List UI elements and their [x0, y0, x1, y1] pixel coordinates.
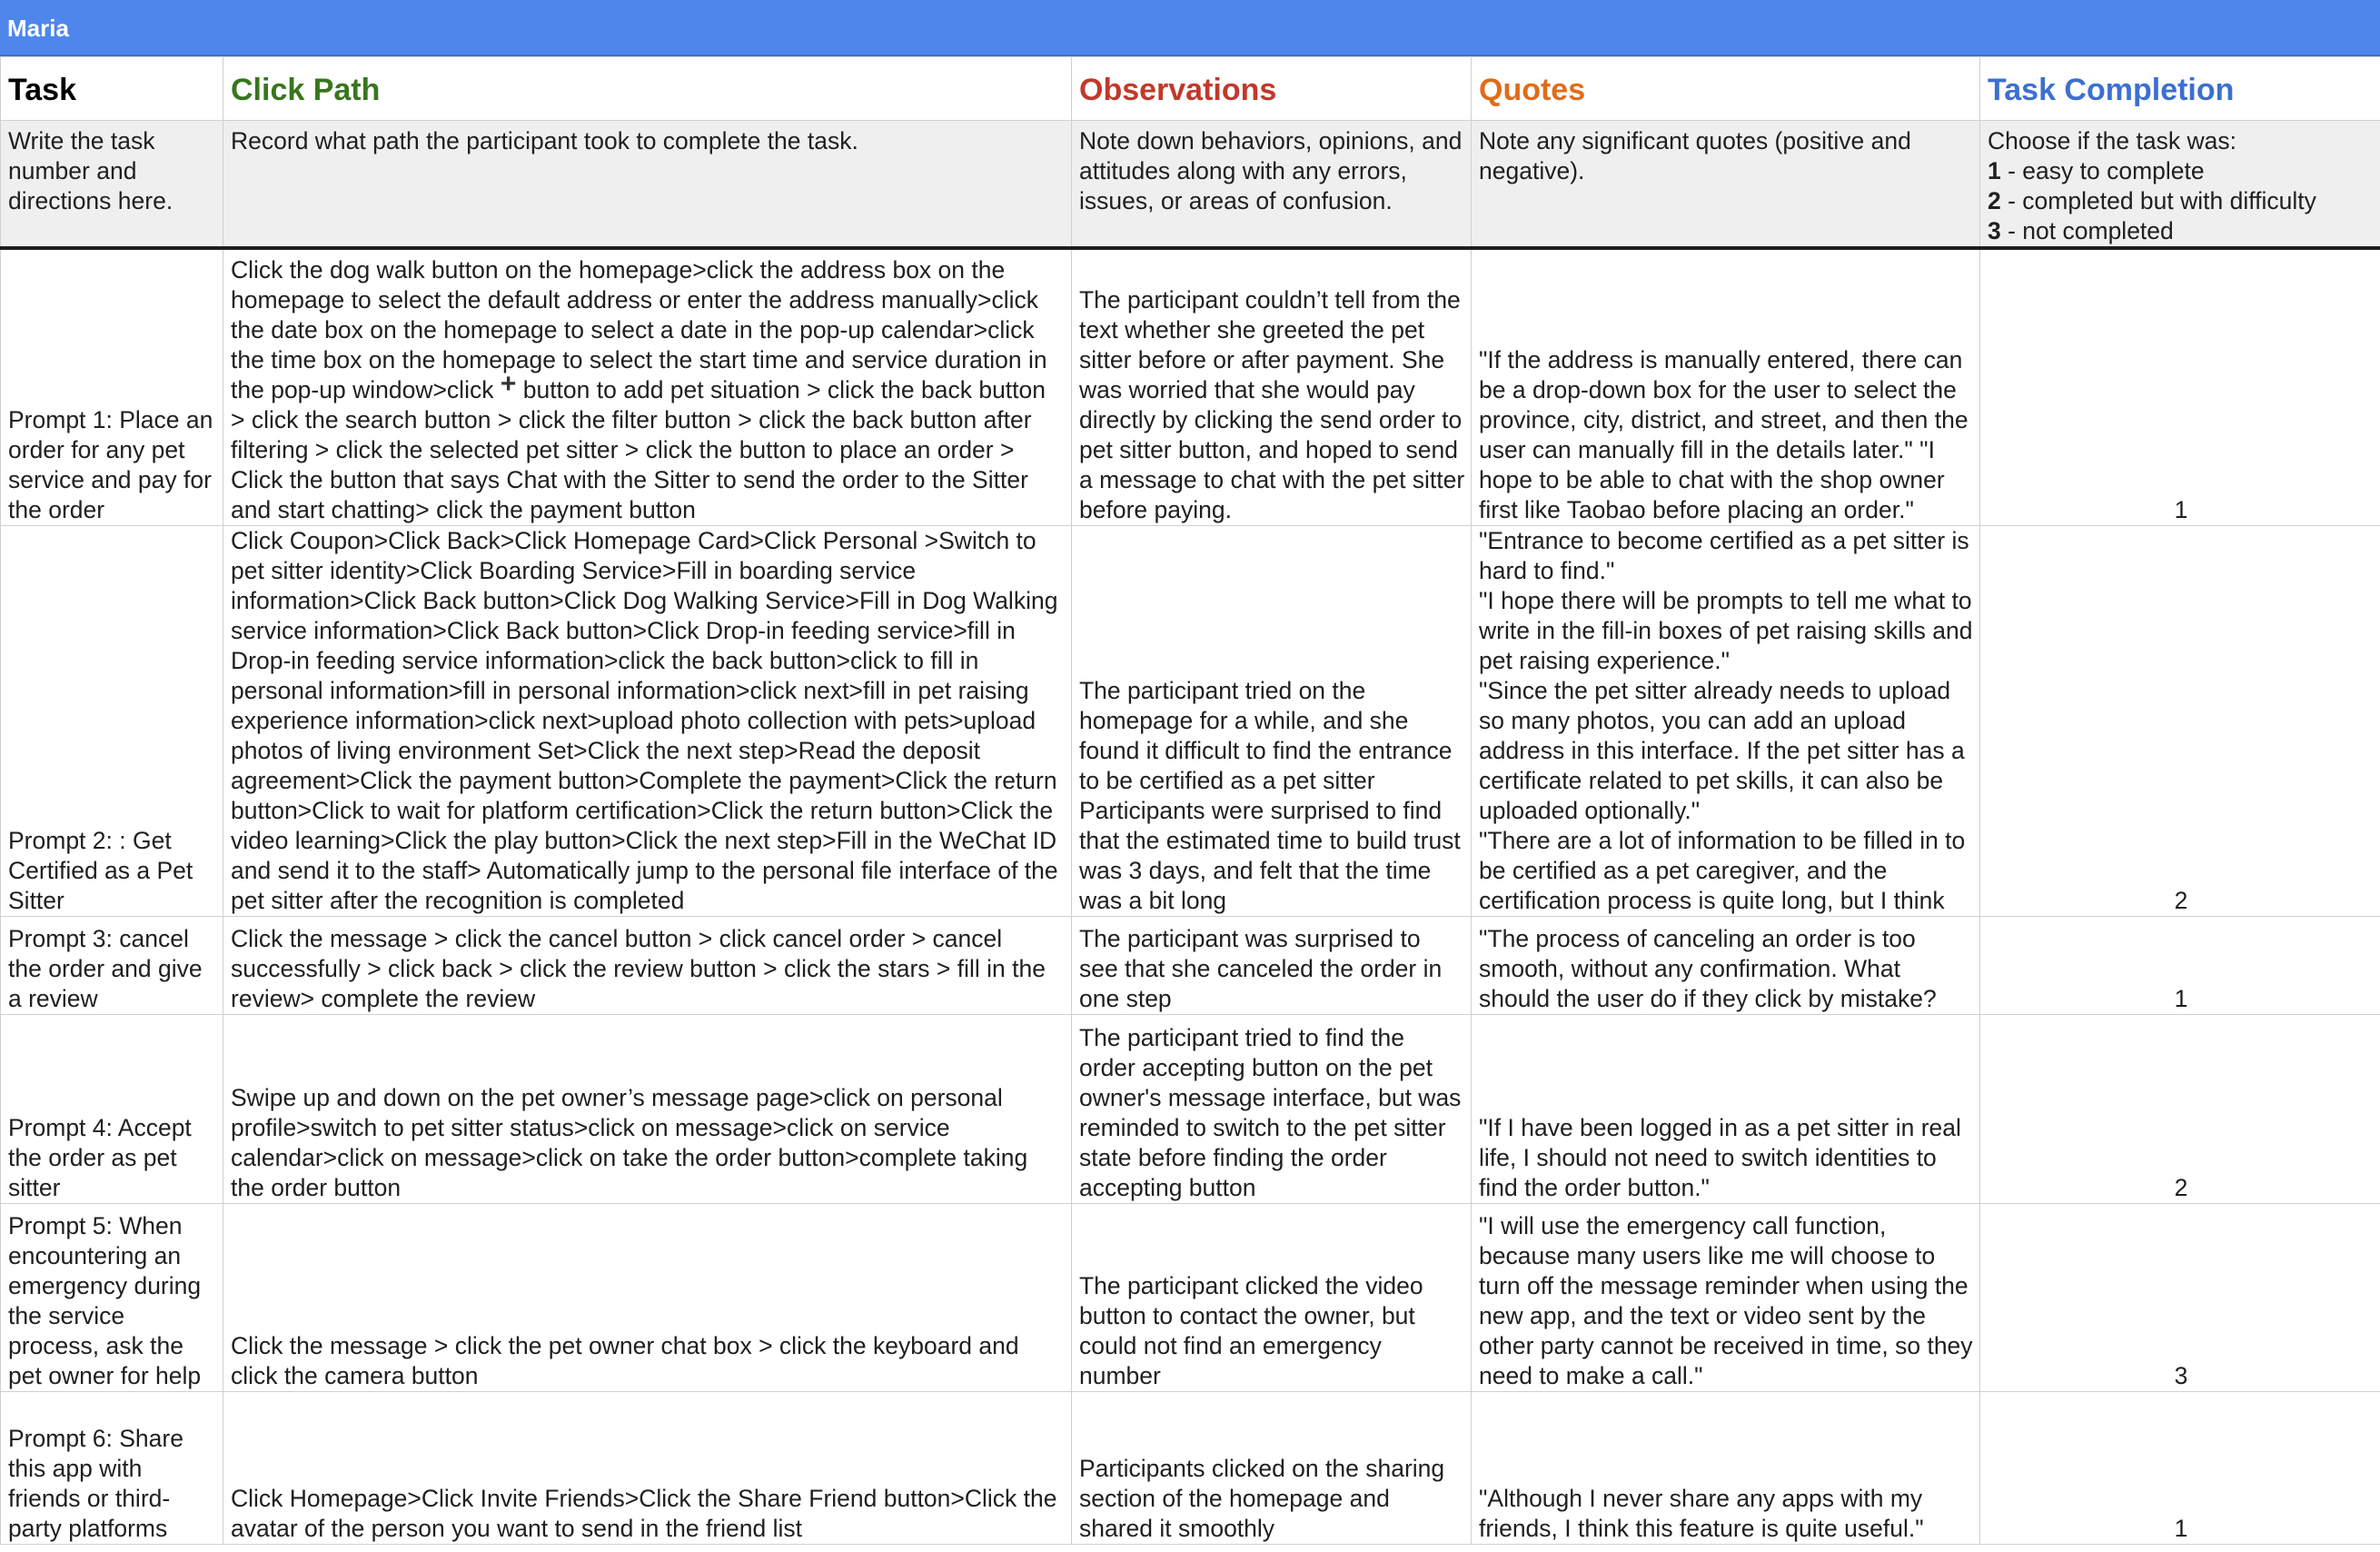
- click-path-cell[interactable]: Click Homepage>Click Invite Friends>Click the Share Friend button>Click the avatar of the person you want to send in the friend list: [223, 1391, 1072, 1544]
- completion-cell[interactable]: 3: [1980, 1203, 2380, 1391]
- task-cell[interactable]: Prompt 6: Share this app with friends or third-party platforms: [1, 1391, 223, 1544]
- observations-cell[interactable]: The participant couldn’t tell from the text whether she greeted the pet sitter before or after payment. She was worried that she would pay directly by clicking the send order to pet sitter button, and hoped to send a message to chat with the pet sitter before paying.: [1072, 248, 1472, 525]
- desc-task-completion[interactable]: [1980, 121, 2380, 249]
- quotes-cell[interactable]: "Although I never share any apps with my friends, I think this feature is quite useful.": [1472, 1391, 1980, 1544]
- completion-cell[interactable]: 2: [1980, 525, 2380, 916]
- completion-cell[interactable]: 1: [1980, 916, 2380, 1014]
- task-cell[interactable]: Prompt 5: When encountering an emergency during the service process, ask the pet owner for help: [1, 1203, 223, 1391]
- header-click-path[interactable]: Click Path: [223, 57, 1072, 121]
- click-path-text-b: button to add pet situation > click the back button > click the search button > click the filter button > click the back button after filtering > click the selected pet sitter > click the button to place an order > Click the button that says Chat with the Sitter to send the order to the Sitter and start chatting> click the payment button: [231, 375, 1046, 523]
- completion-option-1: [1988, 156, 2375, 186]
- desc-click-path[interactable]: Record what path the participant took to complete the task.: [223, 121, 1072, 249]
- observations-cell[interactable]: Participants clicked on the sharing section of the homepage and shared it smoothly: [1072, 1391, 1472, 1544]
- observations-cell[interactable]: The participant tried on the homepage for a while, and she found it difficult to find the entrance to be certified as a pet sitter Participants were surprised to find that the estimated time to build trust was 3 days, and felt that the time was a bit long: [1072, 525, 1472, 916]
- header-row: [1, 57, 2380, 121]
- header-observations[interactable]: Observations: [1072, 57, 1472, 121]
- click-path-cell[interactable]: Click Coupon>Click Back>Click Homepage Card>Click Personal >Switch to pet sitter identity>Click Boarding Service>Fill in boarding service information>Click Back button>Click Dog Walking Service>Fill in Dog Walking service information>Click Back button>Click Drop-in feeding service>fill in Drop-in feeding service information>click the back button>click to fill in personal information>fill in personal information>click next>fill in pet raising experience information>click next>upload photo collection with pets>upload photos of living environment Set>Click the next step>Read the deposit agreement>Click the payment button>Complete the payment>Click the return button>Click to wait for platform certification>Click the return button>Click the video learning>Click the play button>Click the next step>Fill in the WeChat ID and send it to the staff> Automatically jump to the personal file interface of the pet sitter after the recognition is completed: [223, 525, 1072, 916]
- completion-intro: Choose if the task was:: [1988, 127, 2236, 154]
- completion-option-2-num: 2: [1988, 187, 2001, 214]
- completion-option-1-num: 1: [1988, 157, 2001, 184]
- usability-test-table: [0, 56, 2380, 1545]
- task-cell[interactable]: Prompt 2: : Get Certified as a Pet Sitter: [1, 525, 223, 916]
- click-path-cell[interactable]: Swipe up and down on the pet owner’s message page>click on personal profile>switch to pet sitter status>click on message>click on service calendar>click on message>click on take the order button>complete taking the order button: [223, 1014, 1072, 1203]
- header-task[interactable]: Task: [1, 57, 223, 121]
- description-row: [1, 121, 2380, 249]
- table-row: [1, 1014, 2380, 1203]
- completion-option-3-num: 3: [1988, 217, 2001, 244]
- table-row: [1, 248, 2380, 525]
- header-quotes[interactable]: Quotes: [1472, 57, 1980, 121]
- observations-cell[interactable]: The participant tried to find the order accepting button on the pet owner's message interface, but was reminded to switch to the pet sitter state before finding the order accepting button: [1072, 1014, 1472, 1203]
- desc-task[interactable]: Write the task number and directions here.: [1, 121, 223, 249]
- completion-cell[interactable]: 1: [1980, 248, 2380, 525]
- quotes-cell[interactable]: "I will use the emergency call function, because many users like me will choose to turn off the message reminder when using the new app, and the text or video sent by the other party cannot be received in time, so they need to make a call.": [1472, 1203, 1980, 1391]
- completion-option-1-text: - easy to complete: [2000, 157, 2205, 184]
- quotes-cell[interactable]: "Entrance to become certified as a pet sitter is hard to find." "I hope there will be prompts to tell me what to write in the fill-in boxes of pet raising skills and pet raising experience." "Since the pet sitter already needs to upload so many photos, you can add an upload address in this interface. If the pet sitter has a certificate related to pet skills, it can also be uploaded optionally." "There are a lot of information to be filled in to be certified as a pet caregiver, and the certification process is quite long, but I think: [1472, 525, 1980, 916]
- click-path-cell[interactable]: [223, 248, 1072, 525]
- sheet-title-bar: [0, 0, 2380, 56]
- completion-option-3: [1988, 216, 2375, 246]
- quotes-cell[interactable]: "The process of canceling an order is too smooth, without any confirmation. What should the user do if they click by mistake?: [1472, 916, 1980, 1014]
- task-cell[interactable]: Prompt 4: Accept the order as pet sitter: [1, 1014, 223, 1203]
- sheet-title: Maria: [7, 15, 69, 42]
- observations-cell[interactable]: The participant clicked the video button to contact the owner, but could not find an emergency number: [1072, 1203, 1472, 1391]
- completion-option-2-text: - completed but with difficulty: [2000, 187, 2316, 214]
- table-row: [1, 1391, 2380, 1544]
- completion-option-2: [1988, 186, 2375, 216]
- table-row: [1, 525, 2380, 916]
- observations-cell[interactable]: The participant was surprised to see that she canceled the order in one step: [1072, 916, 1472, 1014]
- plus-icon: +: [500, 368, 517, 399]
- click-path-cell[interactable]: Click the message > click the cancel button > click cancel order > cancel successfully > click back > click the review button > click the stars > fill in the review> complete the review: [223, 916, 1072, 1014]
- table-row: [1, 916, 2380, 1014]
- click-path-text-a: Click the dog walk button on the homepage>click the address box on the homepage to select the default address or enter the address manually>click the date box on the homepage to select a date in the pop-up calendar>click the time box on the homepage to select the start time and service duration in the pop-up window>click: [231, 255, 1047, 403]
- quotes-cell[interactable]: "If I have been logged in as a pet sitter in real life, I should not need to switch identities to find the order button.": [1472, 1014, 1980, 1203]
- table-row: [1, 1203, 2380, 1391]
- completion-option-3-text: - not completed: [2000, 217, 2174, 244]
- task-cell[interactable]: Prompt 3: cancel the order and give a review: [1, 916, 223, 1014]
- completion-cell[interactable]: 2: [1980, 1014, 2380, 1203]
- header-task-completion[interactable]: Task Completion: [1980, 57, 2380, 121]
- desc-quotes[interactable]: Note any significant quotes (positive and negative).: [1472, 121, 1980, 249]
- task-cell[interactable]: Prompt 1: Place an order for any pet service and pay for the order: [1, 248, 223, 525]
- completion-cell[interactable]: 1: [1980, 1391, 2380, 1544]
- quotes-cell[interactable]: "If the address is manually entered, there can be a drop-down box for the user to select the province, city, district, and street, and then the user can manually fill in the details later." "I hope to be able to chat with the shop owner first like Taobao before placing an order.": [1472, 248, 1980, 525]
- desc-observations[interactable]: Note down behaviors, opinions, and attitudes along with any errors, issues, or areas of confusion.: [1072, 121, 1472, 249]
- click-path-cell[interactable]: Click the message > click the pet owner chat box > click the keyboard and click the camera button: [223, 1203, 1072, 1391]
